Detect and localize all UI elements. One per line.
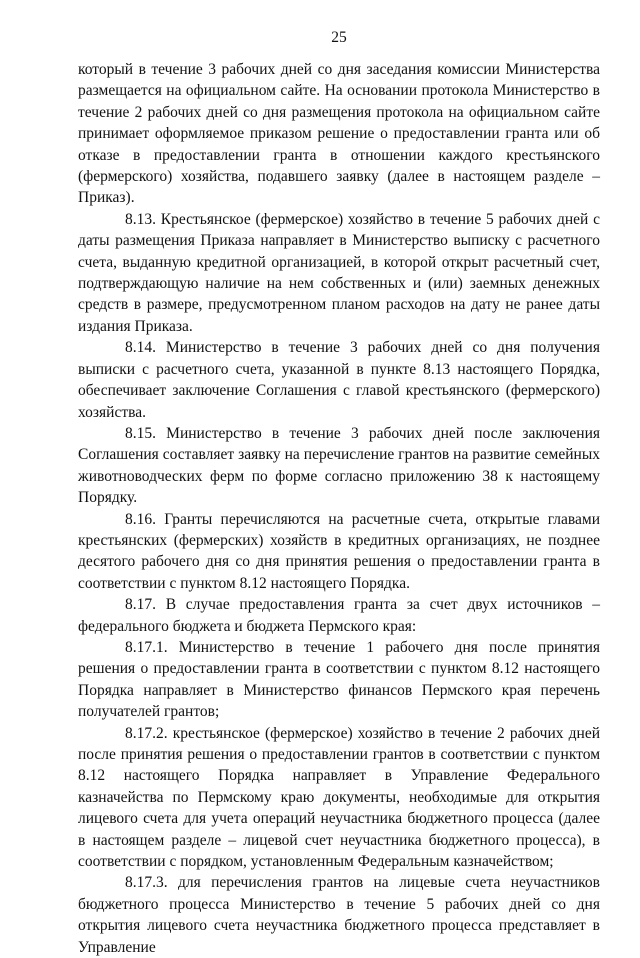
paragraph: 8.17.2. крестьянское (фермерское) хозяйство в течение 2 рабочих дней после принятия решения о предоставлении грантов в соответствии с пунктом 8.12 настоящего Порядка направляет в Управление Федерального казначейства по Пермскому краю документы, необходимые для открытия лицевого счета для учета операций неучастника бюджетного процесса (далее в настоящем разделе – лицевой счет неучастника бюджетного процесса), в соответствии с порядком, установленным Федеральным казначейством;: [78, 724, 600, 871]
page-number: 25: [331, 29, 347, 46]
paragraph: 8.16. Гранты перечисляются на расчетные счета, открытые главами крестьянских (фермерских) хозяйств в кредитных организациях, не позднее десятого рабочего дня со дня принятия решения о предоставлении гранта в соответствии с пунктом 8.12 настоящего Порядка.: [78, 510, 600, 592]
paragraph: 8.14. Министерство в течение 3 рабочих дней со дня получения выписки с расчетного счета, указанной в пункте 8.13 настоящего Порядка, обеспечивает заключение Соглашения с главой крестьянского (фермерского) хозяйства.: [78, 339, 600, 421]
paragraph: 8.13. Крестьянское (фермерское) хозяйство в течение 5 рабочих дней с даты размещения Приказа направляет в Министерство выписку с расчетного счета, выданную кредитной организацией, в которой открыт расчетный счет, подтверждающую наличие на нем собственных и (или) заемных денежных средств в размере, предусмотренном планом расходов на дату не ранее даты издания Приказа.: [78, 210, 600, 335]
paragraph: 8.17.1. Министерство в течение 1 рабочего дня после принятия решения о предоставлении гранта в соответствии с пунктом 8.12 настоящего Порядка направляет в Министерство финансов Пермского края перечень получателей грантов;: [78, 638, 600, 721]
document-body: [78, 59, 600, 958]
paragraph: который в течение 3 рабочих дней со дня заседания комиссии Министерства размещается на официальном сайте. На основании протокола Министерство в течение 2 рабочих дней со дня размещения протокола на официальном сайте принимает оформляемое приказом решение о предоставлении гранта или об отказе в предоставлении гранта в отношении каждого крестьянского (фермерского) хозяйства, подавшего заявку (далее в настоящем разделе – Приказ).: [78, 61, 600, 207]
paragraph: 8.17. В случае предоставления гранта за счет двух источников – федерального бюджета и бюджета Пермского края:: [78, 596, 600, 635]
paragraph: 8.17.3. для перечисления грантов на лицевые счета неучастников бюджетного процесса Министерство в течение 5 рабочих дней со дня открытия лицевого счета неучастника бюджетного процесса представляет в Управление: [78, 874, 600, 956]
paragraph: 8.15. Министерство в течение 3 рабочих дней после заключения Соглашения составляет заявку на перечисление грантов на развитие семейных животноводческих ферм по форме согласно приложению 38 к настоящему Порядку.: [78, 424, 600, 507]
